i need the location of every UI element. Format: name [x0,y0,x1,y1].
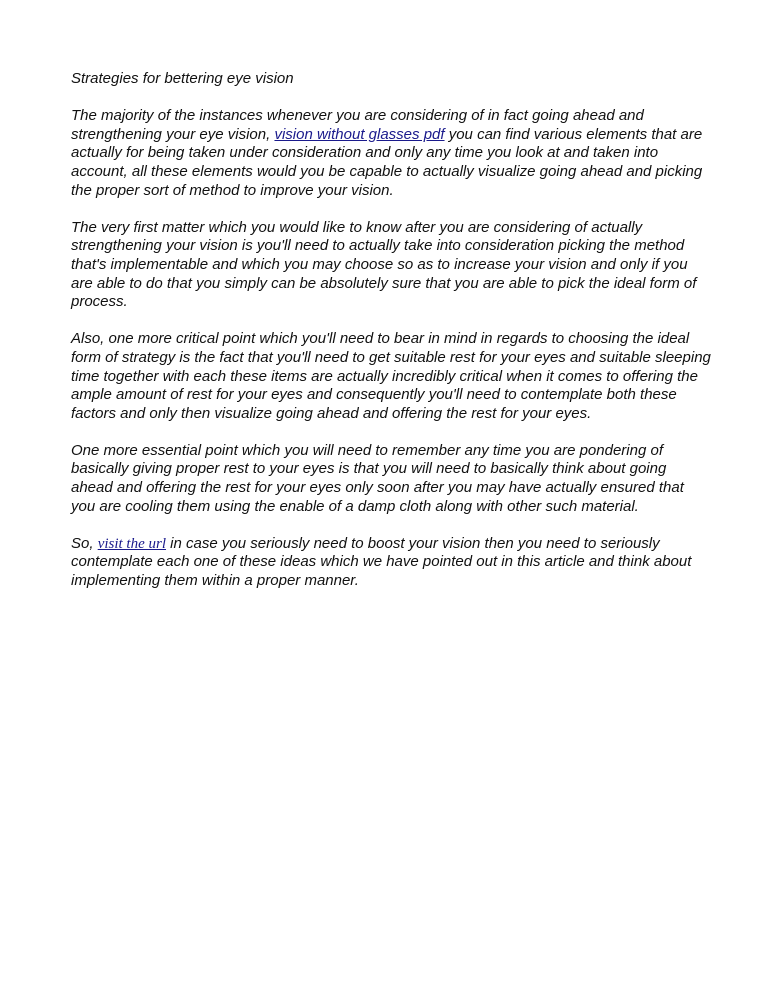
visit-the-url-link[interactable]: visit the url [97,535,167,552]
paragraph-2: The very first matter which you would like to know after you are considering of actually strengthening your vision is you'll need to actually take into consideration picking the method that's implementable and which you may choose so as to increase your vision and only if you are able to do that you simply can be absolutely sure that you are able to pick the ideal form of process. [71,218,697,311]
paragraph-5 [71,535,711,591]
paragraph-4: One more essential point which you will need to remember any time you are pondering of basically giving proper rest to your eyes is that you will need to basically think about going ahead and offering the rest for your eyes only soon after you may have actually ensured that you are cooling them using the enable of a damp cloth along with other such material. [71,441,684,515]
paragraph-1 [71,107,711,200]
document-title: Strategies for bettering eye vision [71,70,294,87]
paragraph-5-text-before: So, [71,534,98,552]
paragraph-5-text-after: in case you seriously need to boost your vision then you need to seriously contemplate each one of these ideas which we have pointed out in this article and think about implementing them within a proper manner. [71,534,692,590]
document-page [71,70,711,609]
paragraph-1-text-before: The majority of the instances whenever you are considering of in fact going ahead and strengthening your eye vision, [71,107,644,143]
paragraph-1-text-after: you can find various elements that are actually for being taken under consideration and only any time you look at and taken into account, all these elements would you be capable to actually visualize going ahead and picking the proper sort of method to improve your vision. [71,125,703,199]
vision-without-glasses-link[interactable]: vision without glasses pdf [274,125,445,143]
paragraph-3: Also, one more critical point which you'll need to bear in mind in regards to choosing the ideal form of strategy is the fact that you'll need to get suitable rest for your eyes and suitable sleeping time together with each these items are actually incredibly critical when it comes to offering the ample amount of rest for your eyes and consequently you'll need to contemplate both these factors and only then visualize going ahead and offering the rest for your eyes. [71,330,711,422]
